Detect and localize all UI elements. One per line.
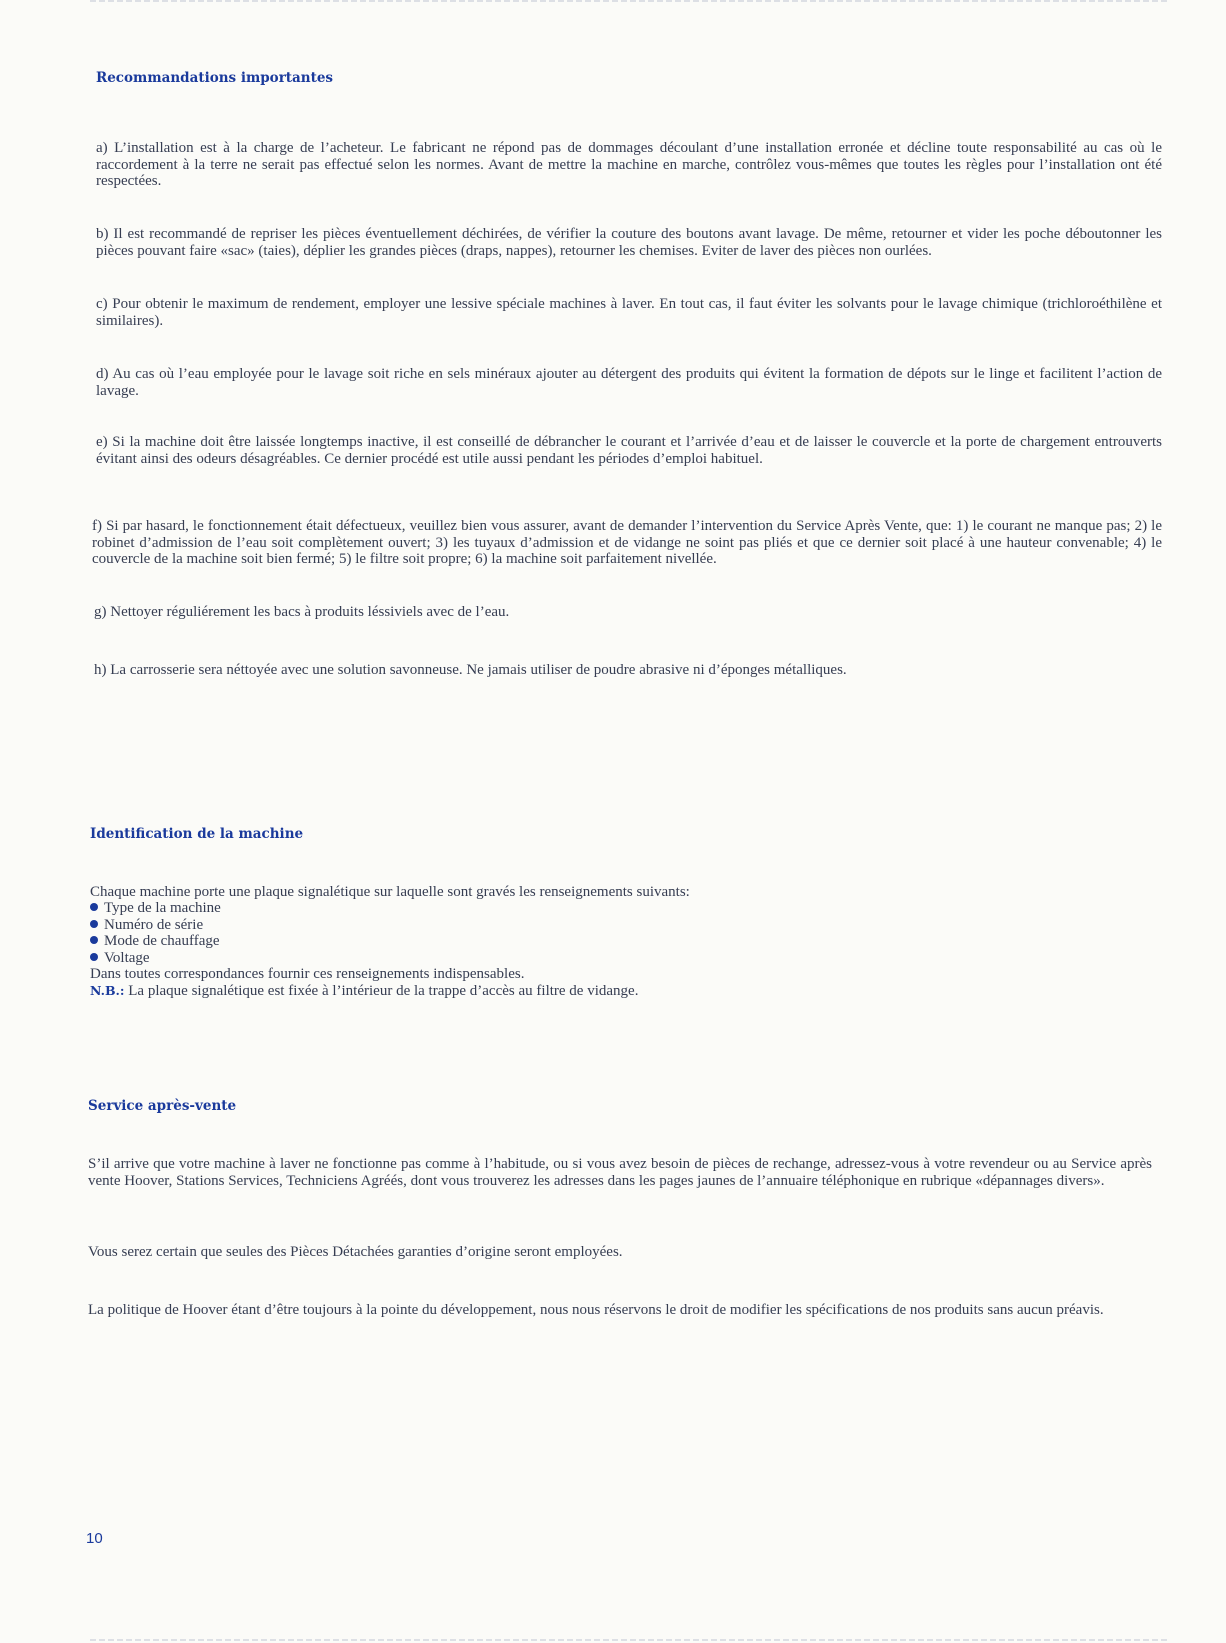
service-heading: Service après-vente (88, 1098, 237, 1114)
identification-list (90, 900, 990, 999)
bullet-icon (90, 903, 98, 911)
list-item: Numéro de série (90, 917, 990, 934)
service-paragraph-1: S’il arrive que votre machine à laver ne fonctionne pas comme à l’habitude, ou si vous avez besoin de pièces de rechange, adressez-vous à votre revendeur ou au Service après vente Hoover, Stations Services, Techniciens Agréés, dont vous trouverez les adresses dans les pages jaunes de l’annuaire téléphonique en rubrique «dépannages divers». (88, 1156, 1152, 1189)
service-paragraph-3: La politique de Hoover étant d’être toujours à la pointe du développement, nous nous réservons le droit de modifier les spécifications de nos produits sans aucun préavis. (88, 1302, 1104, 1318)
list-item: Type de la machine (90, 900, 990, 917)
bullet-icon (90, 920, 98, 928)
nb-note (90, 983, 990, 1000)
list-item: Mode de chauffage (90, 933, 990, 950)
service-paragraph-2: Vous serez certain que seules des Pièces Détachées garanties d’origine seront employées. (88, 1244, 623, 1260)
identification-outro: Dans toutes correspondances fournir ces renseignements indispensables. (90, 966, 525, 982)
nb-label: N.B.: (90, 982, 125, 998)
nb-text: La plaque signalétique est fixée à l’intérieur de la trappe d’accès au filtre de vidange. (128, 982, 639, 999)
recommandation-c: c) Pour obtenir le maximum de rendement, employer une lessive spéciale machines à laver. En tout cas, il faut éviter les solvants pour le lavage chimique (trichloroéthilène et similaires). (96, 296, 1162, 329)
list-item: Voltage (90, 950, 990, 967)
recommandation-e: e) Si la machine doit être laissée longtemps inactive, il est conseillé de débrancher le courant et l’arrivée d’eau et de laisser le couvercle et la porte de chargement entrouverts évitant ainsi des odeurs désagréables. Ce dernier procédé est utile aussi pendant les périodes d’emploi habituel. (96, 434, 1162, 467)
recommandation-h: h) La carrosserie sera néttoyée avec une solution savonneuse. Ne jamais utiliser de poudre abrasive ni d’éponges métalliques. (94, 662, 847, 678)
page-number: 10 (86, 1530, 103, 1547)
recommandation-g: g) Nettoyer réguliérement les bacs à produits léssiviels avec de l’eau. (94, 604, 510, 620)
recommandation-d: d) Au cas où l’eau employée pour le lavage soit riche en sels minéraux ajouter au détergent des produits qui évitent la formation de dépots sur le linge et facilitent l’action de lavage. (96, 366, 1162, 399)
top-edge-rule (90, 0, 1170, 2)
recommandations-heading: Recommandations importantes (96, 70, 334, 86)
recommandation-a: a) L’installation est à la charge de l’acheteur. Le fabricant ne répond pas de dommages découlant d’une installation erronée et décline toute responsabilité au cas où le raccordement à la terre ne serait pas effectué selon les normes. Avant de mettre la machine en marche, contrôlez vous-mêmes que toutes les règles pour l’installation ont été respectées. (96, 140, 1162, 189)
recommandation-b: b) Il est recommandé de repriser les pièces éventuellement déchirées, de vérifier la couture des boutons avant lavage. De même, retourner et vider les poche déboutonner les pièces pouvant faire «sac» (taies), déplier les grandes pièces (draps, nappes), retourner les chemises. Eviter de laver des pièces non ourlées. (96, 226, 1162, 259)
bullet-icon (90, 953, 98, 961)
recommandation-f: f) Si par hasard, le fonctionnement était défectueux, veuillez bien vous assurer, avant de demander l’intervention du Service Après Vente, que: 1) le courant ne manque pas; 2) le robinet d’admission de l’eau soit complètement ouvert; 3) les tuyaux d’admission et de vidange ne soint pas pliés et que ce dernier soit placé à une hauteur convenable; 4) le couvercle de la machine soit bien fermé; 5) le filtre soit propre; 6) la machine soit parfaitement nivellée. (92, 518, 1162, 567)
bottom-edge-rule (90, 1639, 1170, 1641)
bullet-icon (90, 936, 98, 944)
identification-intro: Chaque machine porte une plaque signalétique sur laquelle sont gravés les renseignements suivants: (90, 884, 690, 900)
identification-heading: Identification de la machine (90, 826, 304, 842)
